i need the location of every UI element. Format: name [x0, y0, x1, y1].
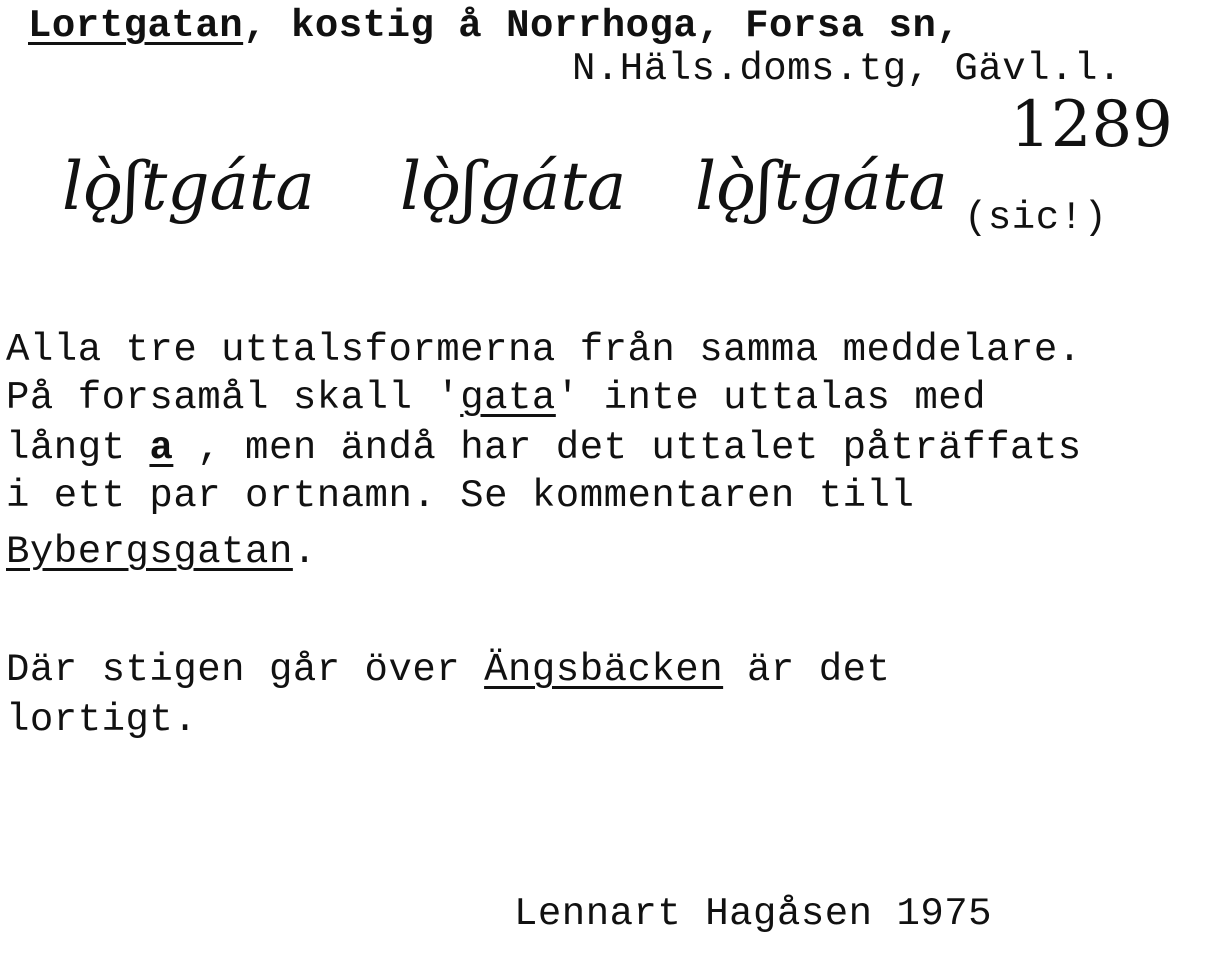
place-angsbacken: Ängsbäcken [484, 648, 724, 692]
header-line-2: N.Häls.doms.tg, Gävl.l. [572, 47, 1122, 91]
paragraph2-line1: Där stigen går över Ängsbäcken är det [6, 648, 891, 692]
paragraph1-line4: i ett par ortnamn. Se kommentaren till [6, 474, 915, 518]
card-number-handwritten: 1289 [1010, 88, 1173, 162]
paragraph1-line2: På forsamål skall 'gata' inte uttalas med [6, 376, 987, 420]
paragraph1-line1: Alla tre uttalsformerna från samma meddelare. [6, 328, 1082, 372]
pronunciation-form-3: lǫ̀ʃtgáta [695, 148, 948, 225]
place-name: Lortgatan [28, 4, 244, 48]
pronunciation-form-2: lǫ̀ʃgáta [400, 148, 627, 225]
signature: Lennart Hagåsen 1975 [514, 892, 993, 936]
word-gata: gata [460, 376, 556, 420]
paragraph1-line5: Bybergsgatan. [6, 530, 317, 574]
pronunciation-form-1: lǫ̀ʃtgáta [62, 148, 315, 225]
sic-note: (sic!) [964, 196, 1108, 240]
header-rest: , kostig å Norrhoga, Forsa sn, [243, 4, 961, 48]
paragraph2-line2: lortigt. [6, 698, 198, 742]
reference-bybergsgatan: Bybergsgatan [6, 530, 293, 574]
header-line-1 [28, 2, 960, 50]
paragraph1-line3: långt a , men ändå har det uttalet påträffats [6, 426, 1082, 470]
phonetic-a-symbol: a [149, 426, 174, 470]
